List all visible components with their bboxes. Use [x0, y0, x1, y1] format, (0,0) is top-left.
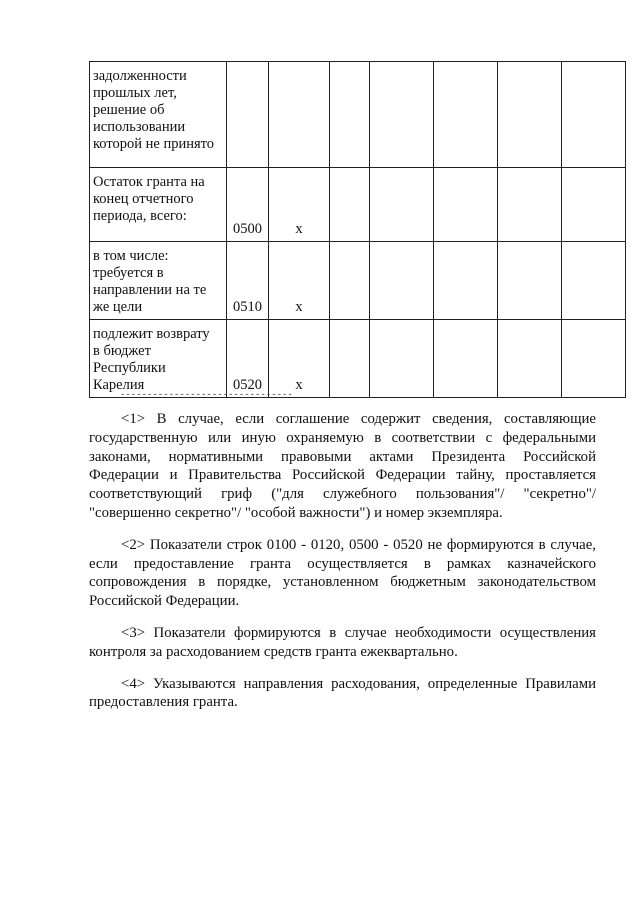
- row-label: задолженности прошлых лет, решение об использовании которой не принято: [90, 62, 227, 168]
- empty-cell: [370, 168, 434, 242]
- empty-cell: [434, 320, 498, 398]
- empty-cell: [434, 242, 498, 320]
- row-label: в том числе: требуется в направлении на те же цели: [90, 242, 227, 320]
- footnotes: [89, 410, 596, 725]
- empty-cell: [330, 62, 370, 168]
- empty-cell: [562, 242, 626, 320]
- table-row: [90, 242, 626, 320]
- empty-cell: [498, 168, 562, 242]
- footnote-2: <2> Показатели строк 0100 - 0120, 0500 - 0520 не формируются в случае, если предоставление гранта осуществляется в рамках казначейского сопровождения в порядке, установленном бюджетным законодательством Российской Федерации.: [89, 536, 596, 610]
- empty-cell: [330, 320, 370, 398]
- empty-cell: [562, 320, 626, 398]
- empty-cell: [562, 62, 626, 168]
- table-row: [90, 168, 626, 242]
- empty-cell: [330, 168, 370, 242]
- footnote-separator: --------------------------------: [120, 390, 293, 400]
- empty-cell: [434, 168, 498, 242]
- row-mark: x: [269, 242, 330, 320]
- footnote-3: <3> Показатели формируются в случае необходимости осуществления контроля за расходованием средств гранта ежеквартально.: [89, 624, 596, 660]
- empty-cell: [562, 168, 626, 242]
- empty-cell: [498, 62, 562, 168]
- table-row: [90, 62, 626, 168]
- empty-cell: [370, 62, 434, 168]
- row-mark: [269, 62, 330, 168]
- table-row: [90, 320, 626, 398]
- row-label: Остаток гранта на конец отчетного периода, всего:: [90, 168, 227, 242]
- empty-cell: [498, 320, 562, 398]
- empty-cell: [434, 62, 498, 168]
- row-code: 0510: [227, 242, 269, 320]
- row-code: [227, 62, 269, 168]
- footnote-1: <1> В случае, если соглашение содержит сведения, составляющие государственную или иную охраняемую в соответствии с федеральными законами, нормативными правовыми актами Президента Российской Федерации и Правительства Российской Федерации тайну, проставляется соответствующий гриф ("для служебного пользования"/ "секретно"/ "совершенно секретно"/ "особой важности") и номер экземпляра.: [89, 411, 596, 521]
- empty-cell: [498, 242, 562, 320]
- empty-cell: [370, 242, 434, 320]
- row-mark: x: [269, 168, 330, 242]
- empty-cell: [370, 320, 434, 398]
- footnote-4: <4> Указываются направления расходования, определенные Правилами предоставления гранта.: [89, 675, 596, 711]
- row-label: подлежит возврату в бюджет Республики Карелия: [90, 320, 227, 398]
- row-code: 0520: [227, 320, 269, 398]
- row-mark: x: [269, 320, 330, 398]
- empty-cell: [330, 242, 370, 320]
- row-code: 0500: [227, 168, 269, 242]
- grant-report-table: [89, 61, 626, 398]
